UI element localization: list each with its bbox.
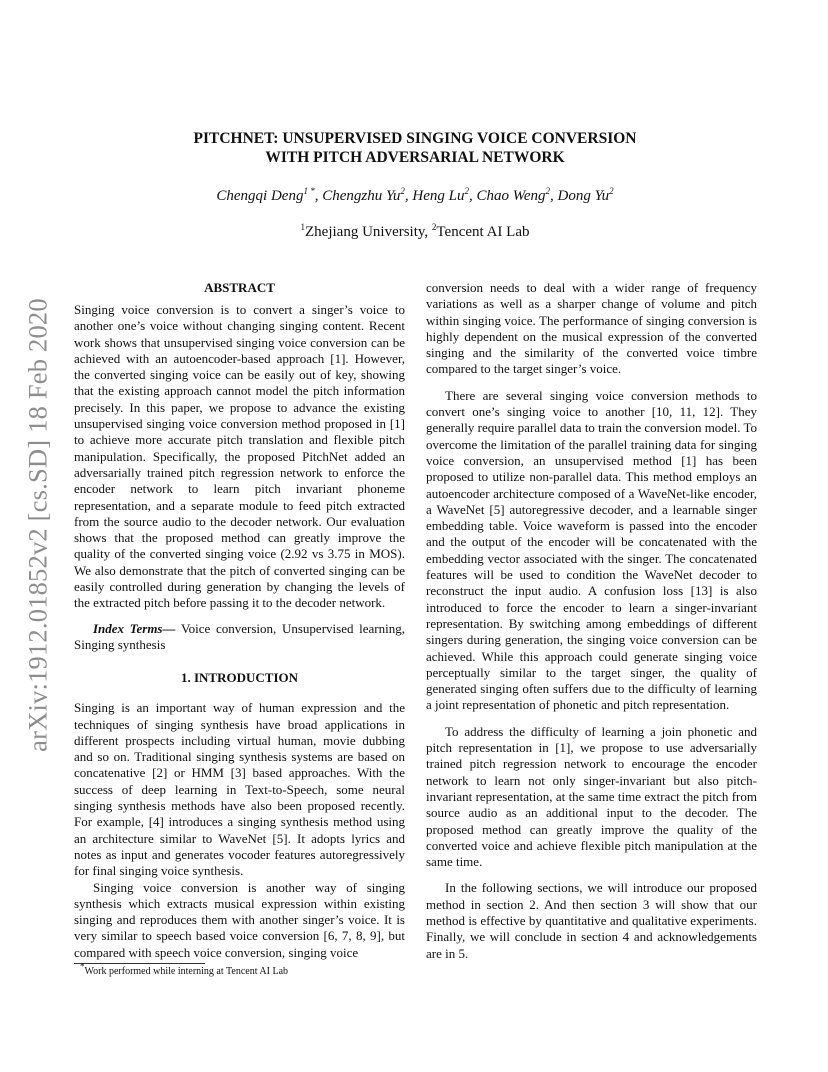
author-2-affil: 2 xyxy=(400,186,405,196)
author-1-affil: 1 * xyxy=(303,186,315,196)
author-1: Chengqi Deng xyxy=(216,188,304,204)
intro-heading: 1. INTRODUCTION xyxy=(180,670,298,686)
affil-2-mark: 2 xyxy=(431,222,437,232)
right-paragraph-2: There are several singing voice conversion methods to convert one’s singing voice to another [10, 11, 12]. They generally require parallel data to train the conversion model. To overcome the limitation of the parallel training data for singing voice conversion, an unsupervised method [1] has been proposed to utilize non-parallel data. This method employs an autoencoder architecture composed of a WaveNet-like encoder, a WaveNet [5] autoregressive decoder, and a learnable singer embedding table. Voice waveform is passed into the encoder and the output of the encoder will be concatenated with the embedding vector associated with the singer. The concatenated features will be used to condition the WaveNet decoder to reconstruct the input audio. A confusion loss [13] is also introduced to force the encoder to learn a singer-invariant representation. By switching among embeddings of different singers during generation, the singing voice conversion can be achieved. While this approach could generate singing voice perceptually similar to the target singer, the quality of generated singing often suffers due to the difficulty of learning a joint representation of phonetic and pitch representation. xyxy=(426,387,757,713)
abstract-heading: ABSTRACT xyxy=(204,280,275,295)
footnote-text: Work performed while interning at Tencent AI Lab xyxy=(84,966,289,977)
abstract-text: Singing voice conversion is to convert a singer’s voice to another one’s voice without changing singing content. Recent work shows that unsupervised singing voice conversion can be achieved with an autoencoder-based approach [1]. However, the converted singing voice can be easily out of key, showing that the existing approach cannot model the pitch information precisely. In this paper, we propose to advance the existing unsupervised singing voice conversion method proposed in [1] to achieve more accurate pitch translation and flexible pitch manipulation. Specifically, the proposed PitchNet added an adversarially trained pitch regression network to enforce the encoder network to learn pitch invariant phoneme representation, and a separate module to feed pitch extracted from the source audio to the decoder network. Our evaluation shows that the proposed method can greatly improve the quality of the converted singing voice (2.92 vs 3.75 in MOS). We also demonstrate that the pitch of converted singing can be easily controlled during generation by changing the levels of the extracted pitch before passing it to the decoder network. xyxy=(74,302,405,611)
right-paragraph-1: conversion needs to deal with a wider range of frequency variations as well as a sharper change of volume and pitch within singing voice. The performance of singing conversion is highly dependent on the musical expression of the converted singing and the similarity of the converted voice timbre compared to the target singer’s voice. xyxy=(426,280,757,377)
index-terms xyxy=(74,621,405,654)
left-column xyxy=(74,280,405,961)
author-list: Chengqi Deng$^{1 *}$, Chengzhu Yu$^2$, Heng Lu$^2$, Chao Weng$^2$, Dong Yu$^2$ xyxy=(216,186,614,204)
affil-2: Tencent AI Lab xyxy=(436,224,530,240)
footnote-mark: * xyxy=(80,961,85,972)
intro-paragraph-1: Singing is an important way of human expression and the techniques of singing synthesis have broad applications in different prospects including virtual human, movie dubbing and so on. Traditional singing synthesis systems are based on concatenative [2] or HMM [3] based approaches. With the success of deep learning in Text-to-Speech, some neural singing synthesis methods have also been proposed recently. For example, [4] introduces a singing synthesis method using an architecture similar to WaveNet [5]. It adopts lyrics and notes as input and generates vocoder features autoregressively for final singing voice synthesis. xyxy=(74,700,405,879)
author-4: Chao Weng xyxy=(476,188,546,204)
index-terms-text: Voice conversion, Unsupervised learning, Singing synthesis xyxy=(74,620,405,652)
title-line-1: PITCHNET: UNSUPERVISED SINGING VOICE CONVERSION xyxy=(193,130,637,147)
right-paragraph-3: To address the difficulty of learning a join phonetic and pitch representation in [1], we propose to use adversarially trained pitch regression network to encourage the encoder network to learn not only singer-invariant but also pitch-invariant representation, at the same time extract the pitch from source audio as an additional input to the decoder. The proposed method can greatly improve the quality of the converted voice and achieve flexible pitch manipulation at the same time. xyxy=(426,723,757,870)
title-line-2: WITH PITCH ADVERSARIAL NETWORK xyxy=(265,149,565,166)
author-5-affil: 2 xyxy=(609,186,614,196)
affil-1: Zhejiang University, xyxy=(305,224,429,240)
author-5: Dong Yu xyxy=(557,188,610,204)
footnote xyxy=(80,961,289,977)
author-2: Chengzhu Yu xyxy=(322,188,401,204)
arxiv-stamp-text: arXiv:1912.01852v2 [cs.SD] 18 Feb 2020 xyxy=(22,298,53,752)
right-paragraph-4: In the following sections, we will introduce our proposed method in section 2. And then section 3 will show that our method is effective by quantitative and qualitative experiments. Finally, we will conclude in section 4 and acknowledgements are in 5. xyxy=(426,880,757,961)
paper-title xyxy=(100,129,730,167)
affiliations xyxy=(100,224,730,241)
index-terms-label: Index Terms— xyxy=(93,620,176,636)
affil-1-mark: 1 xyxy=(300,222,305,232)
author-3: Heng Lu xyxy=(412,188,465,204)
author-4-affil: 2 xyxy=(545,186,551,196)
right-column xyxy=(426,280,757,962)
author-3-affil: 2 xyxy=(464,186,470,196)
footnote-rule xyxy=(74,963,205,964)
intro-paragraph-2: Singing voice conversion is another way of singing synthesis which extracts musical expression within existing singing and reproduces them with another singer’s voice. It is very similar to speech based voice conversion [6, 7, 8, 9], but compared with speech voice conversion, singing voice xyxy=(74,879,405,960)
arxiv-stamp xyxy=(23,290,53,760)
